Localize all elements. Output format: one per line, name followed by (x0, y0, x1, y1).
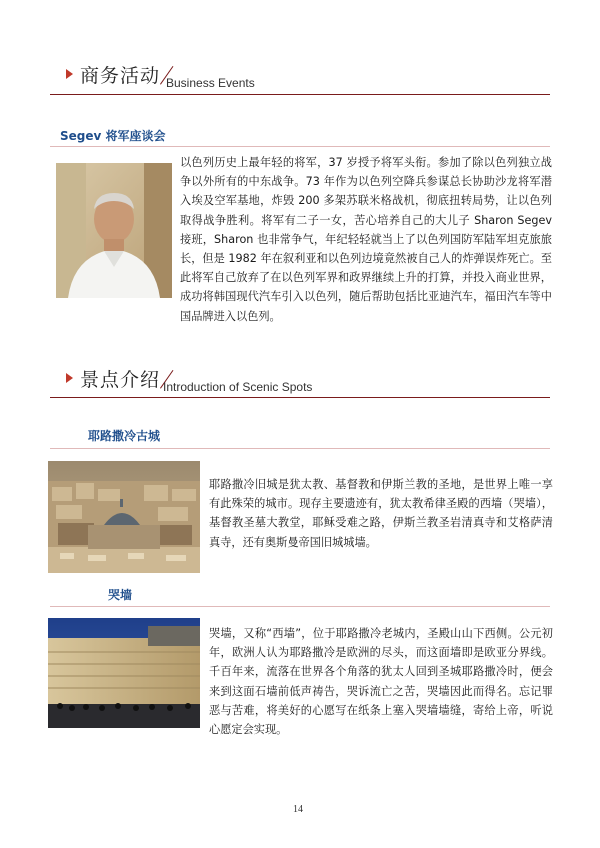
section-arrow-icon (66, 69, 73, 79)
western-wall-photo (48, 618, 200, 728)
subsection-rule (50, 448, 550, 449)
subsection-title-jerusalem: 耶路撒冷古城 (88, 429, 161, 443)
section-title-scenic-en: Introduction of Scenic Spots (163, 380, 313, 394)
section-title-business-en: Business Events (166, 76, 255, 90)
subsection-title-segev: Segev 将军座谈会 (60, 129, 166, 143)
western-wall-body-text: 哭墙，又称“西墙”，位于耶路撒冷老城内，圣殿山山下西侧。公元初年，欧洲人认为耶路撒冷是欧洲的尽头，而这面墙即是欧亚分界线。千百年来，流落在世界各个角落的犹太人回到圣城耶路撒冷时，便会来到这面石墙前低声祷告，哭诉流亡之苦，哭墙因此而得名。忘记罪恶与苦难，将美好的心愿写在纸条上塞入哭墙墙缝，寄给上帝，听说心愿定会实现。 (209, 627, 553, 737)
business-body-text: 以色列历史上最年轻的将军，37 岁授予将军头衔。参加了除以色列独立战争以外所有的中东战争。73 年作为以色列空降兵参谋总长协助沙龙将军潜入埃及空军基地，炸毁 200 多架苏联米格战机，彻底扭转局势，让以色列取得战争胜利。将军有二子一女，苦心培养自己的大儿子 Sharon Segev 接班，Sharon 也非常争气，年纪轻轻就当上了以色列国防军陆军坦克旅旅长，但是 1982 年在叙利亚和以色列边境竟然被自己人的炸弹误炸死亡。至此将军自己放弃了在以色列军界和政界继续上升的打算，并投入商业世界，成功将韩国现代汽车引入以色列，随后帮助包括比亚迪汽车，福田汽车等中国品牌进入以色列。 (180, 156, 552, 323)
section-arrow-icon (66, 373, 73, 383)
subsection-rule (50, 606, 550, 607)
section-rule (50, 94, 550, 95)
jerusalem-old-city-photo (48, 461, 200, 573)
section-title-scenic-zh: 景点介绍 (80, 369, 161, 391)
subsection-rule (50, 146, 550, 147)
section-rule (50, 397, 550, 398)
section-title-business-zh: 商务活动 (80, 65, 161, 87)
subsection-title-western-wall: 哭墙 (108, 588, 133, 602)
page-number: 14 (293, 804, 303, 815)
portrait-photo (56, 163, 172, 298)
jerusalem-body-text: 耶路撒冷旧城是犹太教、基督教和伊斯兰教的圣地，是世界上唯一享有此殊荣的城市。现存主要遗迹有，犹太教希律圣殿的西墙（哭墙），基督教圣墓大教堂，耶稣受难之路，伊斯兰教圣岩清真寺和艾格萨清真寺，还有奥斯曼帝国旧城城墙。 (209, 478, 553, 549)
